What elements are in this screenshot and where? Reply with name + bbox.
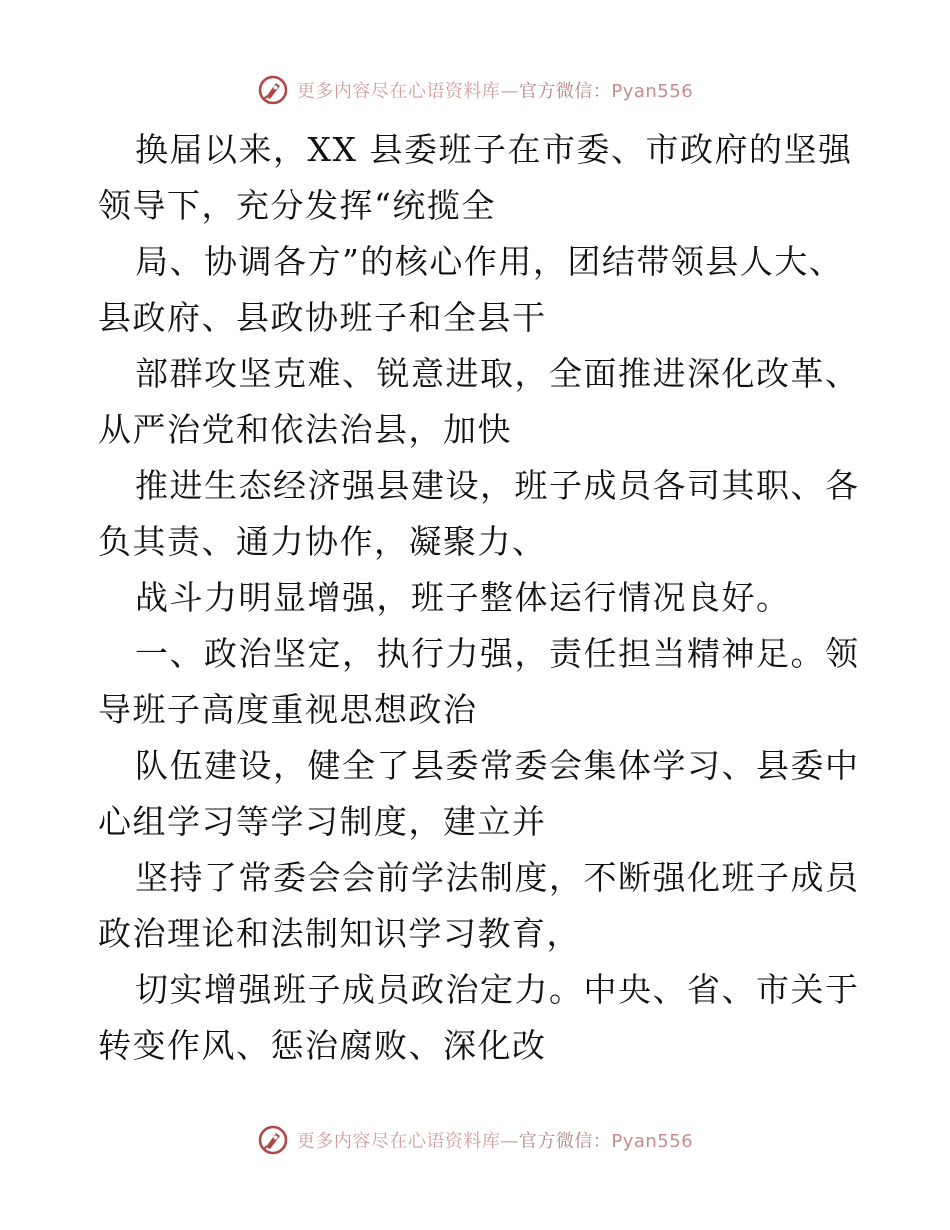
body-line: 导班子高度重视思想政治 <box>98 690 478 729</box>
body-line: 领导下，充分发挥“统揽全 <box>98 186 496 225</box>
body-line: 政治理论和法制知识学习教育， <box>98 914 581 953</box>
body-line: 切实增强班子成员政治定力。中央、省、市关于 <box>135 970 860 1009</box>
pen-nib-logo-icon <box>257 1124 289 1156</box>
body-line: 推进生态经济强县建设，班子成员各司其职、各 <box>135 466 860 505</box>
body-line: 转变作风、惩治腐败、深化改 <box>98 1026 547 1065</box>
body-line: 局、协调各方”的核心作用，团结带领县人大、 <box>135 242 844 281</box>
header-watermark-banner <box>0 72 950 108</box>
watermark-text: 更多内容尽在心语资料库—官方微信：Pyan556 <box>296 1131 694 1152</box>
body-line: 换届以来，XX 县委班子在市委、市政府的坚强 <box>135 130 853 169</box>
body-line: 战斗力明显增强，班子整体运行情况良好。 <box>135 578 791 617</box>
body-line: 坚持了常委会会前学法制度，不断强化班子成员 <box>135 858 860 897</box>
watermark-text: 更多内容尽在心语资料库—官方微信：Pyan556 <box>296 81 694 102</box>
body-line: 一、政治坚定，执行力强，责任担当精神足。领 <box>135 634 860 673</box>
body-line: 县政府、县政协班子和全县干 <box>98 298 547 337</box>
footer-watermark-banner <box>0 1122 950 1158</box>
body-line: 心组学习等学习制度，建立并 <box>98 802 547 841</box>
body-line: 负其责、通力协作，凝聚力、 <box>98 522 547 561</box>
body-line: 队伍建设，健全了县委常委会集体学习、县委中 <box>135 746 860 785</box>
pen-nib-logo-icon <box>257 74 289 106</box>
document-body <box>98 122 858 1074</box>
body-line: 部群攻坚克难、锐意进取，全面推进深化改革、 <box>135 354 860 393</box>
body-line: 从严治党和依法治县，加快 <box>98 410 512 449</box>
